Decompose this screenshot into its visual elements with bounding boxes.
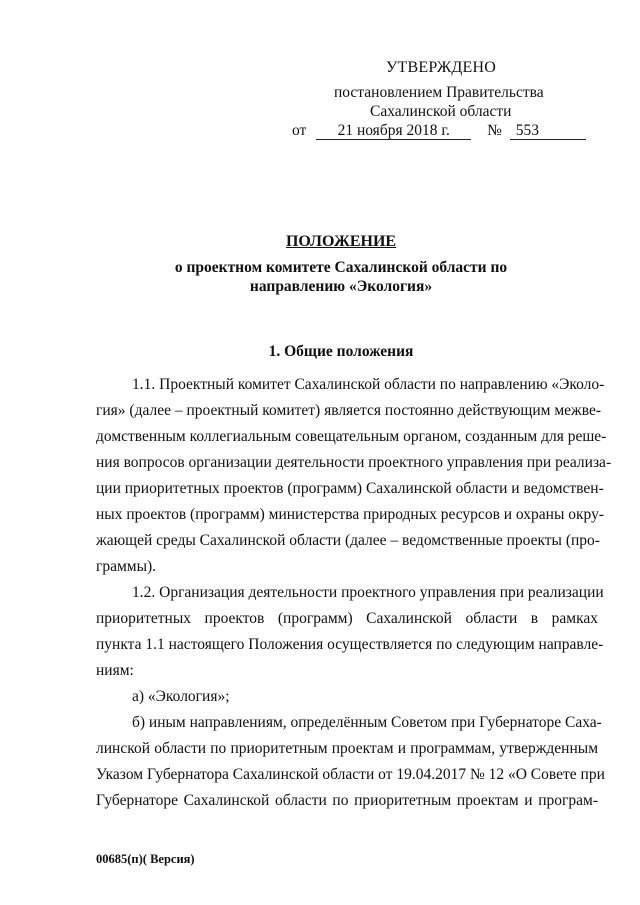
paragraph-line: жающей среды Сахалинской области (далее – ведомственные проекты (про-: [96, 532, 600, 549]
date-prefix: от: [292, 122, 307, 139]
number-prefix: №: [487, 122, 502, 139]
paragraph-line: пункта 1.1 настоящего Положения осуществляется по следующим направле-: [96, 636, 604, 653]
section-heading: 1. Общие положения: [268, 343, 414, 360]
list-item-a: [96, 684, 598, 710]
paragraph-line: ных проектов (программ) министерства природных ресурсов и охраны окру-: [96, 506, 604, 523]
paragraph-line: гия» (далее – проектный комитет) является постоянно действующим межве-: [96, 402, 601, 419]
approval-authority-line2: Сахалинской области: [370, 103, 512, 120]
paragraph-line: а) «Экология»;: [132, 688, 230, 705]
document-subtitle-line2: направлению «Экология»: [249, 278, 433, 295]
document-subtitle-line1: о проектном комитете Сахалинской области по: [174, 259, 508, 276]
approval-authority-line1: постановлением Правительства: [334, 84, 544, 101]
paragraph-1-1: [96, 372, 612, 580]
paragraph-line: приоритетных проектов (программ) Сахалинской области в рамках: [96, 610, 598, 627]
paragraph-line: домственным коллегиальным совещательным органом, созданным для реше-: [96, 428, 607, 445]
paragraph-line: ции приоритетных проектов (программ) Сахалинской области и ведомствен-: [96, 480, 604, 497]
paragraph-line: ния вопросов организации деятельности проектного управления при реализа-: [96, 454, 612, 471]
paragraph-line: линской области по приоритетным проектам и программам, утвержденным: [96, 740, 598, 757]
paragraph-1-2: [96, 580, 604, 684]
paragraph-line: Губернаторе Сахалинской области по приоритетным проектам и програм-: [96, 792, 598, 809]
approval-number: 553: [510, 123, 586, 140]
paragraph-line: ниям:: [96, 662, 134, 679]
paragraph-line: граммы).: [96, 558, 157, 575]
paragraph-line: б) иным направлениям, определённым Советом при Губернаторе Саха-: [132, 714, 602, 731]
list-item-b: [96, 710, 605, 814]
approval-date: 21 ноября 2018 г.: [316, 123, 471, 140]
approved-label: УТВЕРЖДЕНО: [386, 59, 497, 76]
paragraph-line: 1.1. Проектный комитет Сахалинской области по направлению «Эколо-: [132, 376, 605, 393]
document-title: ПОЛОЖЕНИЕ: [285, 233, 397, 250]
paragraph-line: 1.2. Организация деятельности проектного управления при реализации: [132, 584, 604, 601]
approval-date-line: [292, 122, 586, 140]
footer-document-code: 00685(п)( Версия): [96, 852, 195, 866]
paragraph-line: Указом Губернатора Сахалинской области от 19.04.2017 № 12 «О Совете при: [96, 766, 605, 783]
